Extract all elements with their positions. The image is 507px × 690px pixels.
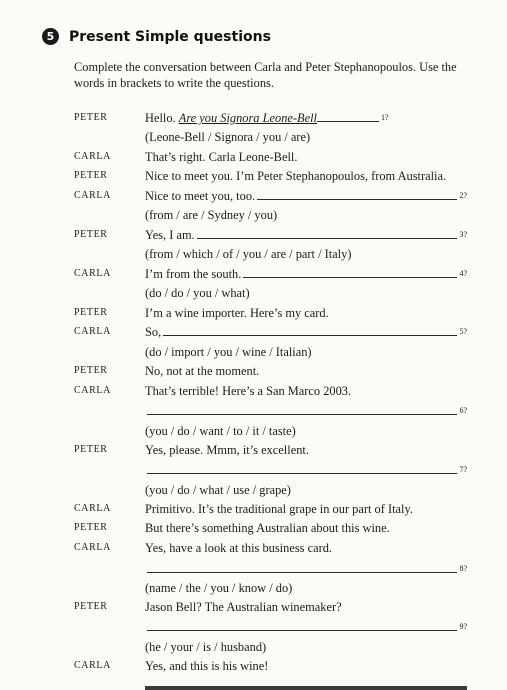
dialogue-line <box>0 658 507 674</box>
question-number: 4? <box>459 269 467 278</box>
line-content <box>145 266 467 284</box>
line-text: Yes, have a look at this business card. <box>145 541 332 555</box>
question-number: 2? <box>459 191 467 200</box>
line-content <box>145 482 467 498</box>
dialogue-line <box>0 110 507 126</box>
question-number: 8? <box>459 564 467 573</box>
dialogue-line <box>0 363 507 379</box>
answer-blank[interactable] <box>147 561 457 573</box>
answer-blank[interactable] <box>147 403 457 415</box>
speaker-name: CARLA <box>74 542 111 553</box>
line-content <box>145 383 467 399</box>
dialogue-line <box>0 442 507 458</box>
dialogue-line <box>0 266 507 282</box>
line-content <box>145 442 467 458</box>
dialogue-line <box>0 207 507 223</box>
dialogue-line <box>0 168 507 184</box>
dialogue-line <box>0 619 507 635</box>
line-content <box>145 520 467 536</box>
line-content <box>145 599 467 615</box>
answer-blank[interactable] <box>257 188 457 200</box>
exercise-title: Present Simple questions <box>69 28 271 45</box>
dialogue-line <box>0 344 507 360</box>
line-content <box>145 540 467 556</box>
word-prompt: (you / do / want / to / it / taste) <box>145 424 296 438</box>
line-content <box>145 344 467 360</box>
page-edge-bar <box>145 686 467 690</box>
line-text: Primitivo. It’s the traditional grape in our part of Italy. <box>145 502 413 516</box>
line-text: Yes, I am. <box>145 228 195 242</box>
speaker-name: CARLA <box>74 326 111 337</box>
dialogue-line <box>0 482 507 498</box>
dialogue-line <box>0 188 507 204</box>
line-content <box>145 363 467 379</box>
line-text: Jason Bell? The Australian winemaker? <box>145 600 342 614</box>
dialogue-line <box>0 580 507 596</box>
dialogue-line <box>0 324 507 340</box>
word-prompt: (from / which / of / you / are / part / Italy) <box>145 247 352 261</box>
dialogue-line <box>0 227 507 243</box>
dialogue-line <box>0 423 507 439</box>
answer-blank[interactable] <box>243 266 457 278</box>
answer-blank[interactable] <box>317 110 379 122</box>
line-content <box>145 403 467 421</box>
line-content <box>145 207 467 223</box>
question-number: 3? <box>459 230 467 239</box>
answer-blank[interactable] <box>147 462 457 474</box>
line-content <box>145 149 467 165</box>
dialogue-line <box>0 403 507 419</box>
line-content <box>145 639 467 655</box>
line-text: Yes, and this is his wine! <box>145 659 269 673</box>
line-content <box>145 658 467 674</box>
dialogue-line <box>0 540 507 556</box>
line-content <box>145 501 467 517</box>
dialogue-line <box>0 149 507 165</box>
line-content <box>145 619 467 637</box>
dialogue-line <box>0 639 507 655</box>
speaker-name: PETER <box>74 229 108 240</box>
dialogue-line <box>0 305 507 321</box>
speaker-name: PETER <box>74 170 108 181</box>
dialogue-line <box>0 599 507 615</box>
question-number: 6? <box>459 406 467 415</box>
exercise-instructions: Complete the conversation between Carla and Peter Stephanopoulos. Use the words in brackets to write the questions. <box>74 60 457 90</box>
speaker-name: CARLA <box>74 190 111 201</box>
line-text: I’m from the south. <box>145 267 242 281</box>
word-prompt: (name / the / you / know / do) <box>145 581 293 595</box>
question-number: 1? <box>380 113 389 122</box>
speaker-name: CARLA <box>74 268 111 279</box>
word-prompt: (do / import / you / wine / Italian) <box>145 345 312 359</box>
line-content <box>145 285 467 301</box>
dialogue-line <box>0 246 507 262</box>
answer-blank[interactable] <box>147 619 457 631</box>
dialogue-line <box>0 462 507 478</box>
line-content <box>145 580 467 596</box>
speaker-name: CARLA <box>74 660 111 671</box>
line-text: So, <box>145 325 162 339</box>
speaker-name: CARLA <box>74 151 111 162</box>
line-content <box>145 246 467 262</box>
speaker-name: PETER <box>74 601 108 612</box>
example-answer: Are you Signora Leone-Bell <box>178 111 317 125</box>
line-text: But there’s something Australian about this wine. <box>145 521 390 535</box>
line-content <box>145 305 467 321</box>
word-prompt: (Leone-Bell / Signora / you / are) <box>145 130 311 144</box>
speaker-name: PETER <box>74 522 108 533</box>
line-content <box>145 324 467 342</box>
line-content <box>145 188 467 206</box>
line-content <box>145 423 467 439</box>
line-text: I’m a wine importer. Here’s my card. <box>145 306 329 320</box>
line-text: That’s right. Carla Leone-Bell. <box>145 150 298 164</box>
word-prompt: (do / do / you / what) <box>145 286 250 300</box>
word-prompt: (he / your / is / husband) <box>145 640 267 654</box>
question-number: 9? <box>459 622 467 631</box>
line-text: That’s terrible! Here’s a San Marco 2003. <box>145 384 352 398</box>
dialogue-line <box>0 129 507 145</box>
word-prompt: (you / do / what / use / grape) <box>145 483 291 497</box>
dialogue-line <box>0 561 507 577</box>
question-number: 5? <box>459 327 467 336</box>
line-text: Nice to meet you. I’m Peter Stephanopoulos, from Australia. <box>145 169 447 183</box>
line-text: Nice to meet you, too. <box>145 189 256 203</box>
exercise-number-badge: 5 <box>42 28 59 45</box>
question-number: 7? <box>459 465 467 474</box>
answer-blank[interactable] <box>163 324 457 336</box>
answer-blank[interactable] <box>197 227 458 239</box>
line-content <box>145 168 467 184</box>
speaker-name: CARLA <box>74 503 111 514</box>
speaker-name: PETER <box>74 365 108 376</box>
line-content <box>145 129 467 145</box>
line-content <box>145 462 467 480</box>
dialogue-line <box>0 520 507 536</box>
line-text: No, not at the moment. <box>145 364 260 378</box>
line-content <box>145 561 467 579</box>
speaker-name: PETER <box>74 444 108 455</box>
line-text: Yes, please. Mmm, it’s excellent. <box>145 443 309 457</box>
exercise-heading <box>42 28 271 45</box>
speaker-name: CARLA <box>74 385 111 396</box>
speaker-name: PETER <box>74 307 108 318</box>
dialogue-line <box>0 285 507 301</box>
word-prompt: (from / are / Sydney / you) <box>145 208 278 222</box>
dialogue-line <box>0 501 507 517</box>
speaker-name: PETER <box>74 112 108 123</box>
line-content <box>145 110 467 128</box>
line-text: Hello. <box>145 111 176 125</box>
dialogue-line <box>0 383 507 399</box>
line-content <box>145 227 467 245</box>
